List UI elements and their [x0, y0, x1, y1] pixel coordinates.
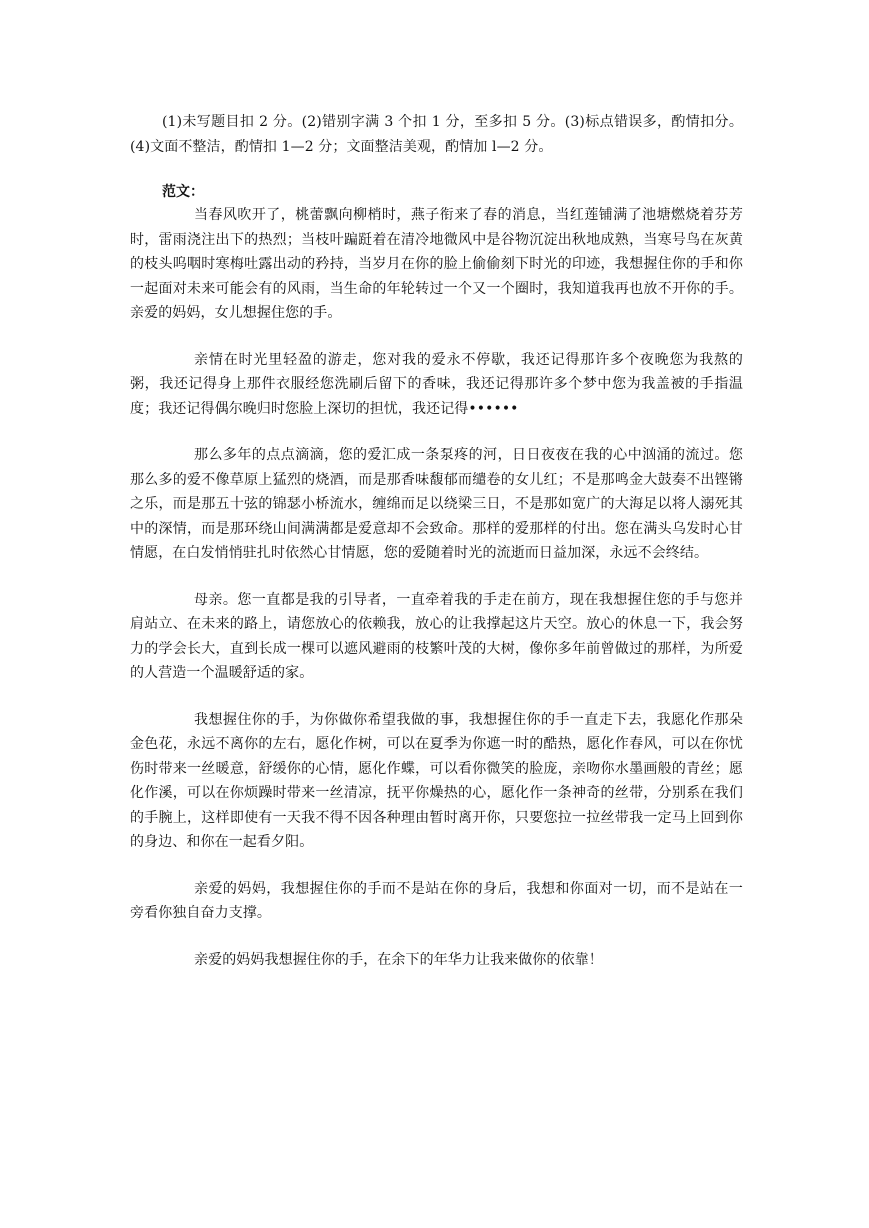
essay-paragraph-5: 我想握住你的手，为你做你希望我做的事，我想握住你的手一直走下去，我愿化作那朵金色花，永远不离你的左右，愿化作树，可以在夏季为你遮一时的酷热，愿化作春风，可以在你忧伤时带来一丝暖意，舒缓你的心情，愿化作蝶，可以看你微笑的脸庞，亲吻你水墨画般的青丝；愿化作溪，可以在你烦躁时带来一丝清凉，抚平你燥热的心，愿化作一条神奇的丝带，分别系在我们的手腕上，这样即使有一天我不得不因各种理由暂时离开你，只要您拉一拉丝带我一定马上回到你的身边、和你在一起看夕阳。	[130, 711, 743, 850]
essay-paragraph-7: 亲爱的妈妈我想握住你的手，在余下的年华力让我来做你的依靠！	[194, 951, 603, 968]
essay-paragraph-1: 当春风吹开了，桃蕾飘向柳梢时，燕子衔来了春的消息，当红莲铺满了池塘燃烧着芬芳时，雷雨浇注出下的热烈；当枝叶蹁跹着在清冷地微风中是谷物沉淀出秋地成熟，当寒号鸟在灰黄的枝头呜咽时寒梅吐露出动的矜持，当岁月在你的脸上偷偷刻下时光的印迹，我想握住你的手和你一起面对未来可能会有的风雨，当生命的年轮转过一个又一个圈时，我知道我再也放不开你的手。亲爱的妈妈，女儿想握住您的手。	[130, 207, 743, 321]
essay-paragraph-4: 母亲。您一直都是我的引导者，一直牵着我的手走在前方，现在我想握住您的手与您并肩站立、在未来的路上，请您放心的依赖我，放心的让我撑起这片天空。放心的休息一下，我会努力的学会长大，直到长成一棵可以遮风避雨的枝繁叶茂的大树，像你多年前曾做过的那样，为所爱的人营造一个温暖舒适的家。	[130, 591, 743, 681]
essay-paragraph-2: 亲情在时光里轻盈的游走，您对我的爱永不停歇，我还记得那许多个夜晚您为我熬的粥，我还记得身上那件衣服经您洗刷后留下的香味，我还记得那许多个梦中您为我盖被的手指温度；我还记得偶尔晚归时您脸上深切的担忧，我还记得••••••	[130, 351, 743, 417]
section-heading: 范文：	[162, 184, 204, 200]
essay-paragraph-3: 那么多年的点点滴滴，您的爱汇成一条泵疼的河，日日夜夜在我的心中汹涌的流过。您那么多的爱不像草原上猛烈的烧酒，而是那香味馥郁而缱卷的女儿红；不是那鸣金大鼓奏不出铿锵之乐，而是那五十弦的锦瑟小桥流水，缠绵而足以绕梁三日，不是那如宽广的大海足以将人溺死其中的深情，而是那环绕山间满满都是爱意却不会致命。那样的爱那样的付出。您在满头乌发时心甘情愿，在白发悄悄驻扎时依然心甘情愿，您的爱随着时光的流逝而日益加深，永远不会终结。	[130, 447, 743, 561]
essay-paragraph-6: 亲爱的妈妈，我想握住你的手而不是站在你的身后，我想和你面对一切，而不是站在一旁看你独自奋力支撑。	[130, 880, 743, 921]
grading-rules: (1)未写题目扣 2 分。(2)错别字满 3 个扣 1 分，至多扣 5 分。(3)标点错误多，酌情扣分。(4)文面不整洁，酌情扣 1—2 分；文面整洁美观，酌情加 l—2 分。	[130, 114, 743, 155]
